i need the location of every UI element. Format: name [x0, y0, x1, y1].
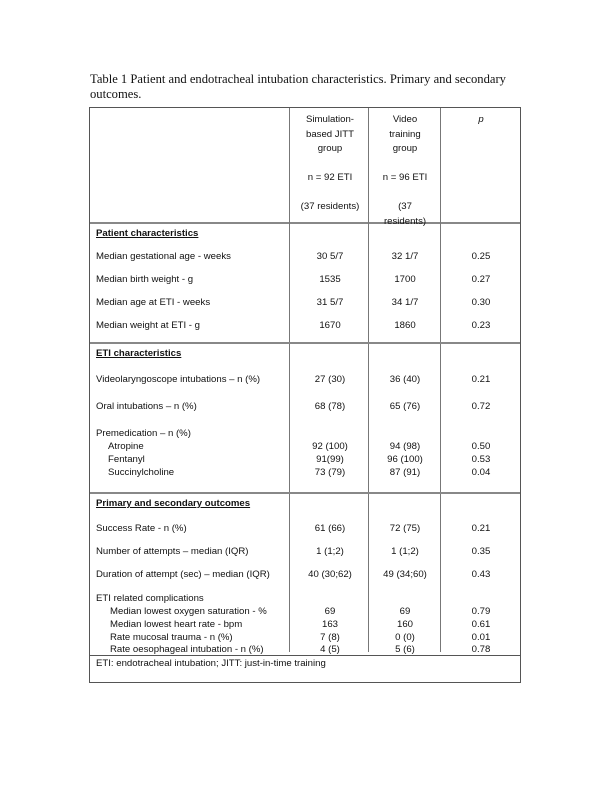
section-eti: ETI characteristics Videolaryngoscope intubations – n (%) 27 (30) 36 (40) 0.21 Oral intubations – n (%) 68 (78) 65 (76) 0.72 Premedication – n (%) Atropine 92 (100) 94 (98) 0.50 Fentanyl 91(99) 96 (100) 0.53 Succinylcholine 73 (79) 87 (91) 0.04 — [90, 344, 520, 494]
table-caption: Table 1 Patient and endotracheal intubation characteristics. Primary and secondary outcomes. — [90, 72, 506, 101]
header-video-group: Video training group n = 96 ETI (37 residents) — [382, 114, 428, 227]
section-title: Patient characteristics — [96, 228, 199, 239]
header-simulation-group: Simulation- based JITT group n = 92 ETI (37 residents) — [300, 114, 360, 212]
section-title: ETI characteristics — [96, 348, 182, 359]
section-title: Primary and secondary outcomes — [96, 498, 251, 509]
table-footer — [90, 654, 520, 682]
table-header — [90, 108, 520, 227]
header-p-value: p — [478, 114, 484, 125]
results-table — [89, 107, 521, 683]
section-patient: Patient characteristics Median gestational age - weeks 30 5/7 32 1/7 0.25 Median birth weight - g 1535 1700 0.27 Median age at ETI - weeks 31 5/7 34 1/7 0.30 Median weight at ETI - g 1670 1860 0.23 — [90, 224, 520, 344]
table-footnote: ETI: endotracheal intubation; JITT: just-in-time training — [96, 658, 326, 669]
section-outcomes: Primary and secondary outcomes Success Rate - n (%) 61 (66) 72 (75) 0.21 Number of attempts – median (IQR) 1 (1;2) 1 (1;2) 0.35 Duration of attempt (sec) – median (IQR) 40 (30;62) 49 (34;60) 0.43 ETI related complications Median lowest oxygen saturation - % 69 69 0.79 Median lowest heart rate - bpm 163 160 0.61 Rate mucosal trauma - n (%) 7 (8) 0 (0) 0.01 Rate oesophageal intubation - n (%) 4 (5) 5 (6) 0.78 — [90, 494, 520, 654]
